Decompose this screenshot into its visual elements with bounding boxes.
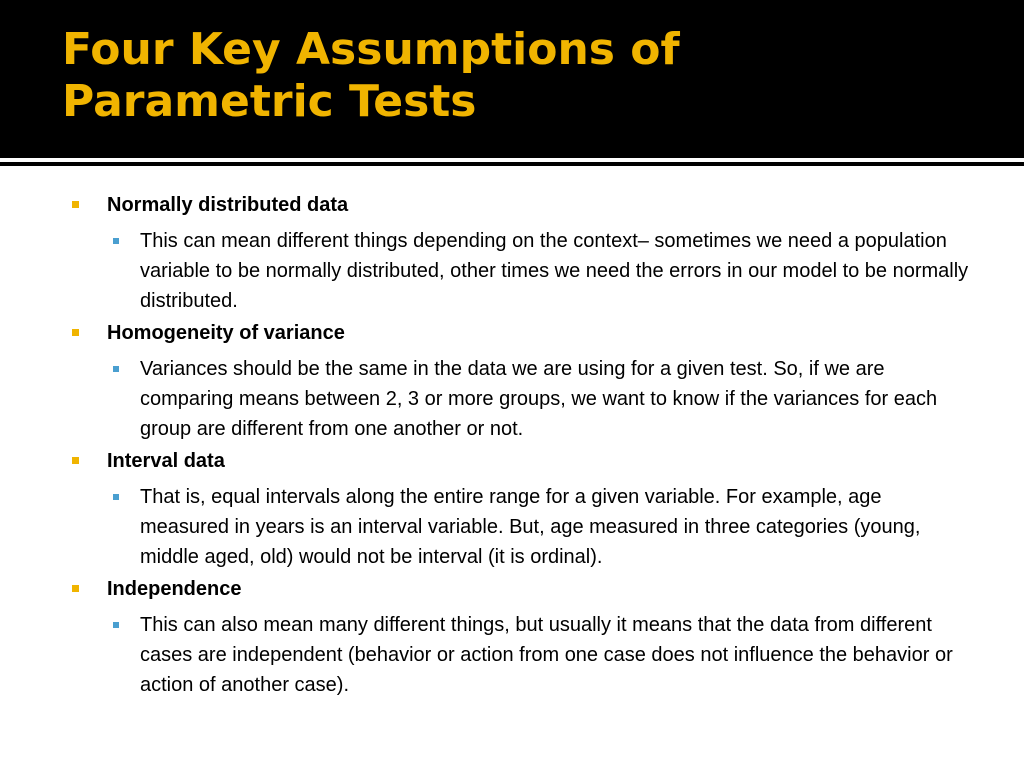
bullet-detail-text: That is, equal intervals along the entire range for a given variable. For example, age measured in years is an interval variable. But, age measured in three categories (young, middle aged, old) would not be interval (it is ordinal).	[140, 486, 921, 568]
bullet-detail	[72, 226, 972, 316]
list-item	[72, 574, 972, 700]
title-divider	[0, 162, 1024, 166]
bullet-list	[72, 190, 972, 702]
bullet-heading	[72, 190, 972, 220]
bullet-detail	[72, 482, 972, 572]
bullet-heading-text: Normally distributed data	[107, 194, 349, 216]
square-bullet-icon	[113, 622, 119, 628]
square-bullet-icon	[72, 457, 79, 464]
list-item	[72, 446, 972, 572]
bullet-heading	[72, 574, 972, 604]
square-bullet-icon	[113, 366, 119, 372]
bullet-heading	[72, 318, 972, 348]
square-bullet-icon	[113, 238, 119, 244]
slide-title-line-1: Four Key Assumptions of	[62, 24, 680, 75]
square-bullet-icon	[113, 494, 119, 500]
bullet-heading-text: Independence	[107, 578, 242, 600]
slide-title	[62, 24, 982, 128]
bullet-heading-text: Homogeneity of variance	[107, 322, 345, 344]
bullet-heading-text: Interval data	[107, 450, 225, 472]
list-item	[72, 190, 972, 316]
bullet-detail	[72, 354, 972, 444]
bullet-detail-text: This can also mean many different things, but usually it means that the data from different cases are independent (behavior or action from one case does not influence the behavior or action of another case).	[140, 614, 953, 696]
list-item	[72, 318, 972, 444]
slide-title-line-2: Parametric Tests	[62, 76, 477, 127]
square-bullet-icon	[72, 585, 79, 592]
bullet-heading	[72, 446, 972, 476]
square-bullet-icon	[72, 201, 79, 208]
bullet-detail-text: This can mean different things depending on the context– sometimes we need a population variable to be normally distributed, other times we need the errors in our model to be normally distributed.	[140, 230, 969, 312]
bullet-detail-text: Variances should be the same in the data we are using for a given test. So, if we are comparing means between 2, 3 or more groups, we want to know if the variances for each group are different from one another or not.	[140, 358, 938, 440]
bullet-detail	[72, 610, 972, 700]
square-bullet-icon	[72, 329, 79, 336]
